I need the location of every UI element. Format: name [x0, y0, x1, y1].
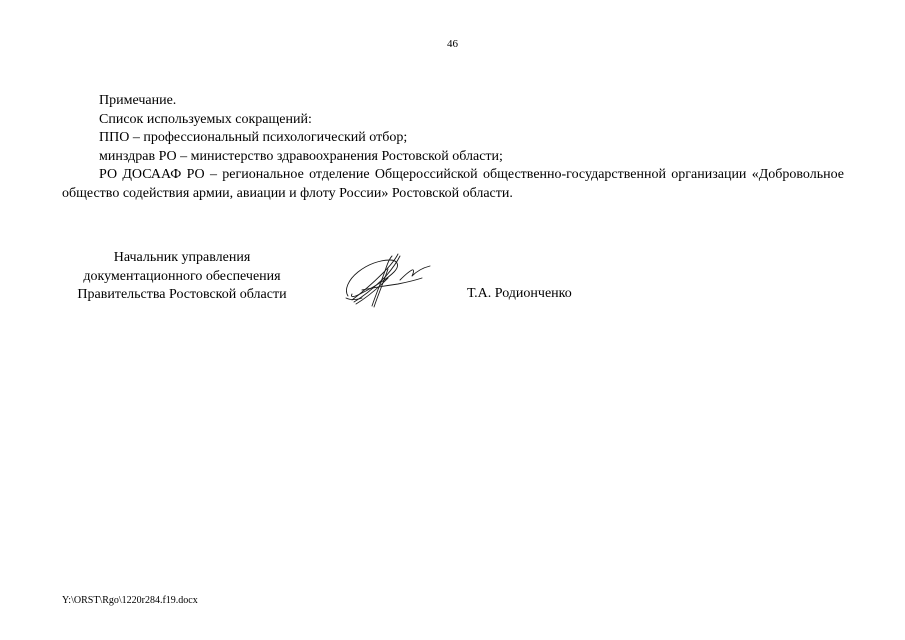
- handwritten-signature: [342, 250, 434, 308]
- abbreviation-item-dosaaf: РО ДОСААФ РО – региональное отделение Общероссийской общественно-государственной организации «Добровольное общество содействия армии, авиации и флоту России» Ростовской области.: [62, 167, 844, 201]
- abbreviations-title: Список используемых сокращений:: [99, 111, 312, 127]
- signer-position-line: Начальник управления: [113, 250, 251, 265]
- file-path: Y:\ORST\Rgo\1220r284.f19.docx: [62, 595, 198, 606]
- abbreviation-item-minzdrav: минздрав РО – министерство здравоохранения Ростовской области;: [99, 148, 503, 164]
- signer-position: [62, 249, 302, 305]
- signer-name: Т.А. Родионченко: [467, 286, 572, 301]
- abbreviation-item-ppo: ППО – профессиональный психологический отбор;: [99, 130, 408, 145]
- signer-position-line: Правительства Ростовской области: [77, 287, 287, 302]
- note-heading: Примечание.: [99, 93, 177, 108]
- page-number: 46: [447, 38, 458, 50]
- note-block: [62, 92, 844, 203]
- signer-position-line: документационного обеспечения: [83, 268, 281, 284]
